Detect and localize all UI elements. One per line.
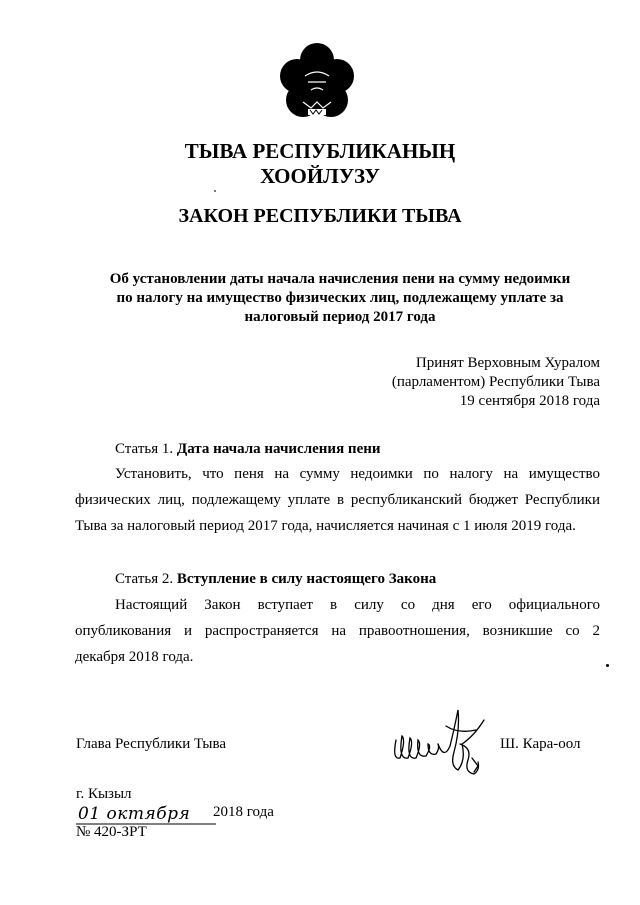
city: г. Кызыл xyxy=(76,786,132,802)
article-2-heading xyxy=(115,570,436,589)
article-1-title: Дата начала начисления пени xyxy=(176,441,381,457)
coat-of-arms-emblem-icon xyxy=(275,42,359,126)
adoption-line: Принят Верховным Хуралом xyxy=(415,355,600,371)
paragraph-line: Установить, что пеня на сумму недоимки по налогу на имущество xyxy=(115,466,600,482)
handwritten-date-text: 01 октября xyxy=(78,804,191,824)
law-title-line: налоговый период 2017 года xyxy=(244,309,436,325)
article-1-body xyxy=(75,461,600,539)
signing-year: 2018 года xyxy=(213,804,274,820)
scan-speck xyxy=(214,190,216,192)
article-1-heading xyxy=(115,440,381,459)
adoption-line: 19 сентября 2018 года xyxy=(459,393,600,409)
adoption-line: (парламентом) Республики Тыва xyxy=(391,374,600,390)
article-2-prefix: Статья 2. xyxy=(115,571,174,587)
article-2-body xyxy=(75,592,600,670)
law-title-line: Об установлении даты начала начисления пени на сумму недоимки xyxy=(109,271,571,287)
republic-name-line1: ТЫВА РЕСПУБЛИКАНЫҢ xyxy=(184,139,456,163)
paragraph-line: опубликования и распространяется на правоотношения, возникшие со 2 xyxy=(75,623,600,639)
paragraph-line: физических лиц, подлежащему уплате в республиканский бюджет Республики xyxy=(75,492,600,508)
law-title-line: по налогу на имущество физических лиц, подлежащему уплате за xyxy=(116,290,564,306)
law-title xyxy=(60,270,620,327)
law-number: № 420-ЗРТ xyxy=(76,824,147,840)
scan-dot xyxy=(606,664,609,667)
article-1-prefix: Статья 1. xyxy=(115,441,174,457)
document-type-heading: ЗАКОН РЕСПУБЛИКИ ТЫВА xyxy=(178,205,462,227)
paragraph-line: Настоящий Закон вступает в силу со дня его официального xyxy=(115,597,600,613)
signatory-position: Глава Республики Тыва xyxy=(76,736,227,752)
adoption-note xyxy=(392,354,600,411)
paragraph-line: декабря 2018 года. xyxy=(75,649,194,665)
republic-name-line2: ХООЙЛУЗУ xyxy=(260,164,380,188)
handwritten-signature-icon xyxy=(388,700,498,790)
signatory-name: Ш. Кара-оол xyxy=(500,736,581,752)
paragraph-line: Тыва за налоговый период 2017 года, начисляется начиная с 1 июля 2019 года. xyxy=(75,518,576,534)
article-2-title: Вступление в силу настоящего Закона xyxy=(176,571,437,587)
